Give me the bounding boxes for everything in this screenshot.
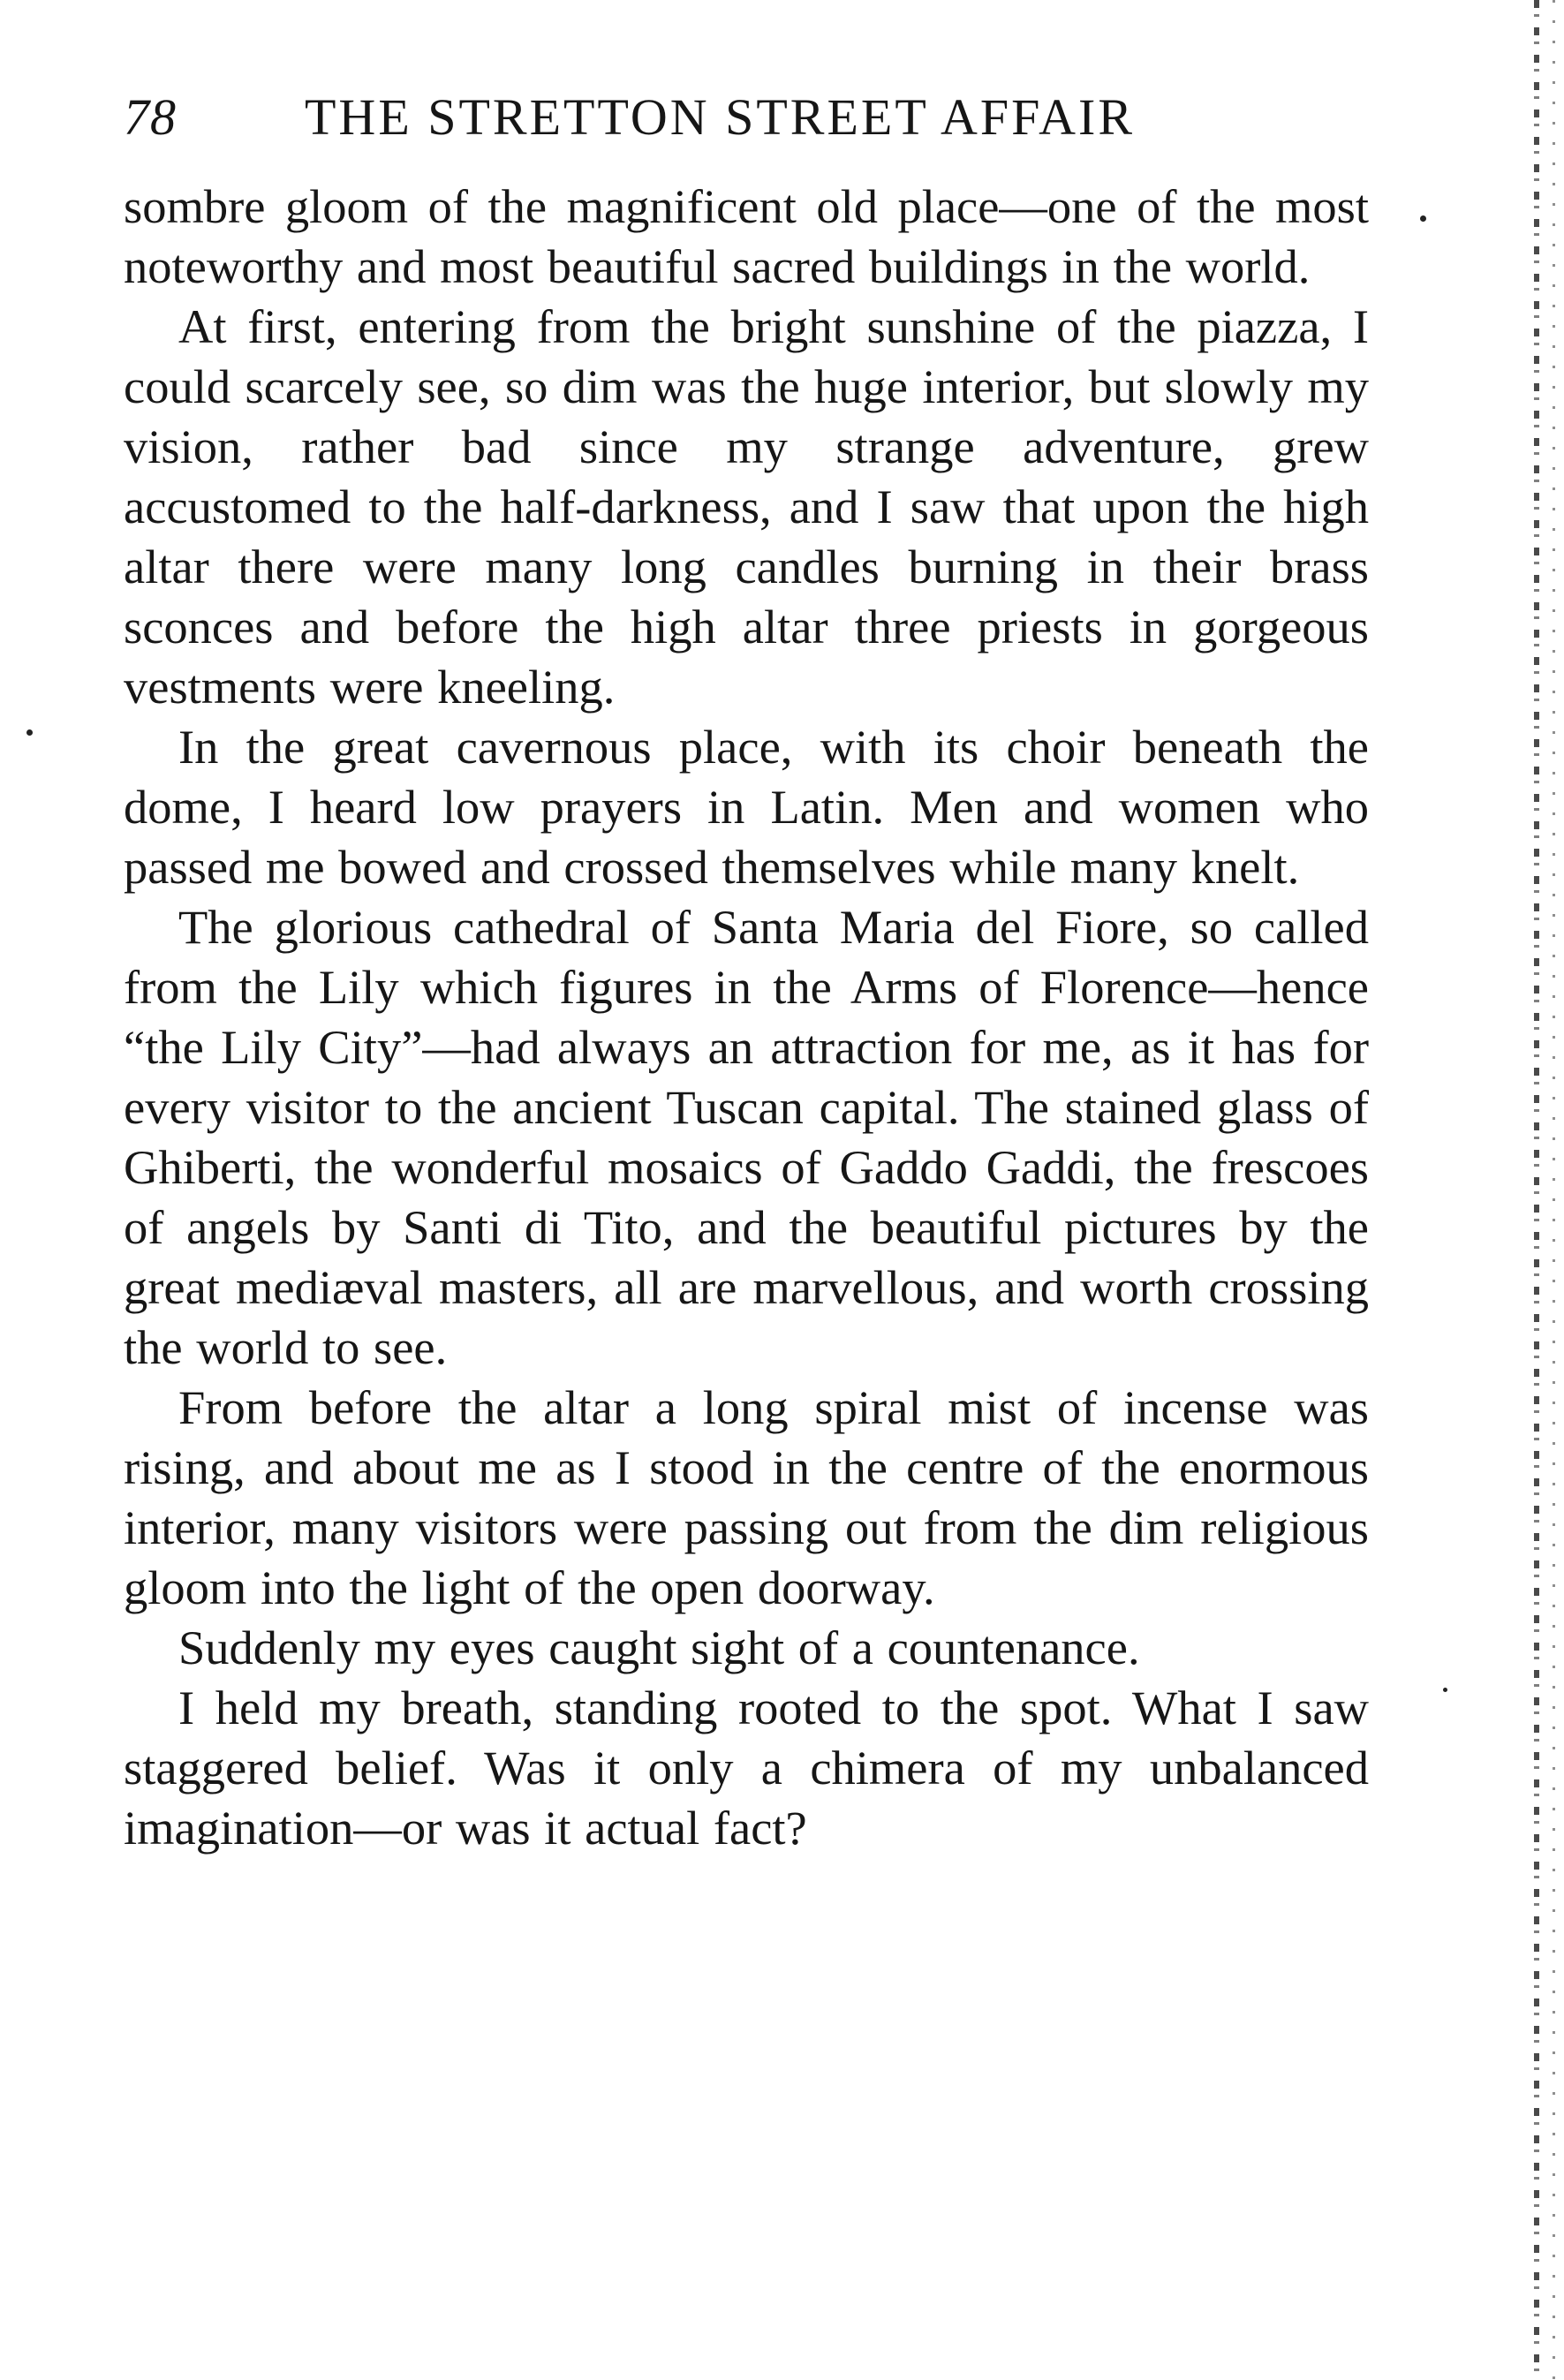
body-text (124, 177, 1369, 1858)
scan-gutter-edge (1534, 0, 1539, 2380)
scan-speck (1420, 215, 1426, 222)
scan-speck (1443, 1688, 1447, 1692)
paragraph: I held my breath, standing rooted to the spot. What I saw staggered belief. Was it only a chimera of my unbalanced imagination—or was it actual fact? (124, 1681, 1369, 1855)
scan-speck (26, 729, 33, 736)
paragraph: At first, entering from the bright sunshine of the piazza, I could scarcely see, so dim was the huge interior, but slowly my vision, rather bad since my strange adventure, grew accustomed to the half-darkness, and I saw that upon the high altar there were many long candles burning in their brass sconces and before the high altar three priests in gorgeous vestments were kneeling. (124, 299, 1369, 714)
page-number: 78 (124, 88, 177, 146)
page-header (124, 87, 1369, 148)
paragraph: The glorious cathedral of Santa Maria del Fiore, so called from the Lily which figures in the Arms of Florence—hence “the Lily City”—had always an attraction for me, as it has for every visitor to the ancient Tuscan capital. The stained glass of Ghiberti, the wonderful mosaics of Gaddo Gaddi, the frescoes of angels by Santi di Tito, and the beautiful pictures by the great mediæval masters, all are marvellous, and worth crossing the world to see. (124, 900, 1369, 1374)
scan-gutter-edge-secondary (1553, 0, 1555, 2380)
running-title: THE STRETTON STREET AFFAIR (305, 88, 1136, 146)
paragraph: From before the altar a long spiral mist of incense was rising, and about me as I stood in the centre of the enormous interior, many visitors were passing out from the dim religious gloom into the light of the open doorway. (124, 1380, 1369, 1614)
paragraph: Suddenly my eyes caught sight of a countenance. (178, 1621, 1140, 1674)
paragraph: In the great cavernous place, with its choir beneath the dome, I heard low prayers in Latin. Men and women who passed me bowed and crossed themselves while many knelt. (124, 720, 1369, 894)
paragraph: sombre gloom of the magnificent old place—one of the most noteworthy and most beautiful sacred buildings in the world. (124, 179, 1369, 293)
